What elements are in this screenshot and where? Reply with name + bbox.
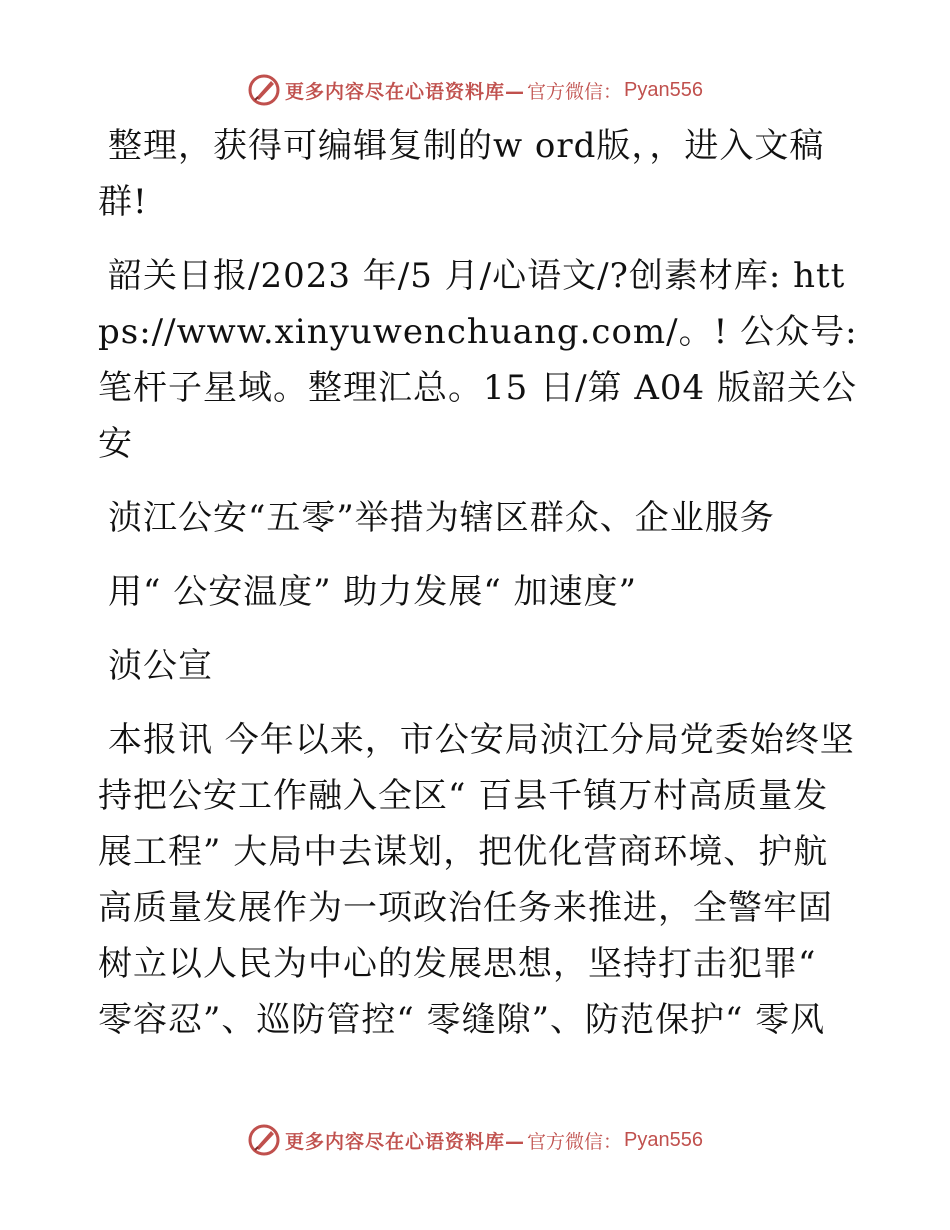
footer-banner — [0, 1120, 950, 1160]
header-banner — [0, 70, 950, 110]
banner-wechat-id: Pyan556 — [624, 1128, 703, 1151]
subheadline: 用“ 公安温度” 助力发展“ 加速度” — [108, 572, 637, 612]
byline: 浈公宣 — [108, 646, 213, 686]
headline: 浈江公安“五零”举措为辖区群众、企业服务 — [108, 498, 775, 538]
banner-text: 更多内容尽在心语资料库— — [285, 80, 526, 103]
banner-text: 更多内容尽在心语资料库— — [285, 1130, 526, 1153]
banner-wechat-label: 官方微信： — [527, 80, 623, 103]
paragraph-source: 韶关日报/2023 年/5 月/心语文/?创素材库: https://www.xinyuwenchuang.com/。! 公众号: 笔杆子星域。整理汇总。15 日/第 A04 版韶关公安 — [98, 256, 858, 464]
banner-wechat-label: 官方微信： — [527, 1130, 623, 1153]
banner-wechat-id: Pyan556 — [624, 78, 703, 101]
document-body — [98, 118, 858, 1066]
quill-logo-icon — [247, 73, 281, 107]
quill-logo-icon — [247, 1123, 281, 1157]
paragraph-intro: 整理，获得可编辑复制的w ord版，，进入文稿群! — [98, 126, 825, 222]
article-body: 本报讯 今年以来，市公安局浈江分局党委始终坚持把公安工作融入全区“ 百县千镇万村高质量发展工程” 大局中去谋划，把优化营商环境、护航高质量发展作为一项政治任务来推进，全警牢固树立以人民为中心的发展思想，坚持打击犯罪“ 零容忍”、巡防管控“ 零缝隙”、防范保护“ 零风 — [98, 720, 855, 1040]
